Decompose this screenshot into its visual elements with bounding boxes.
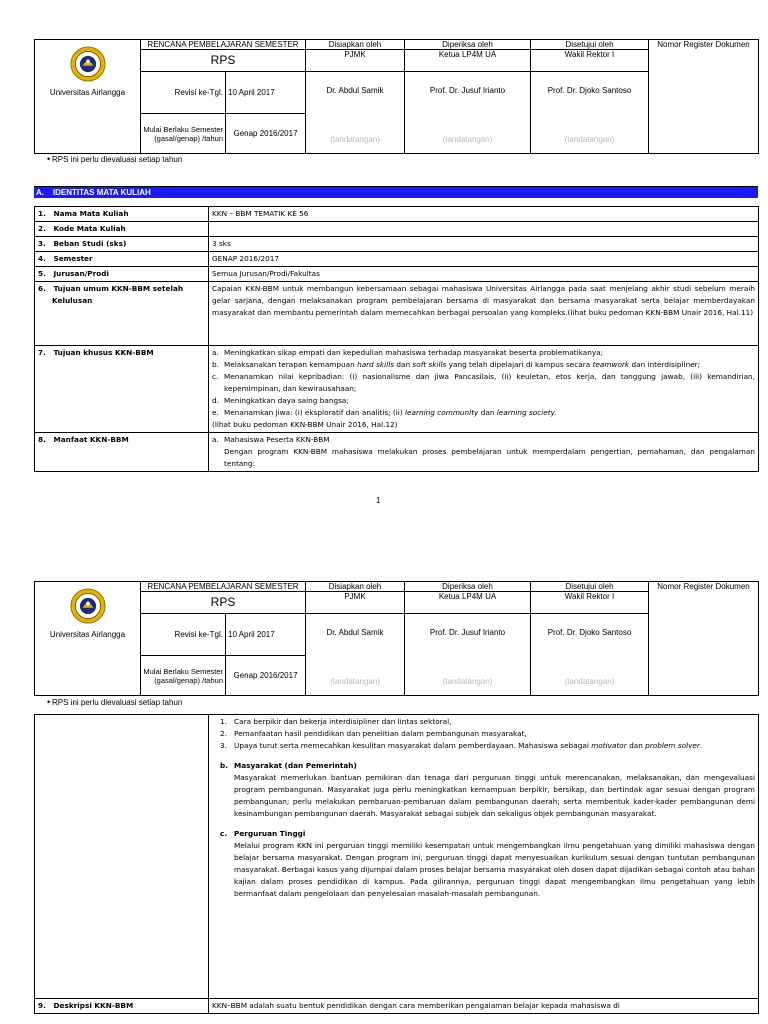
- university-cell: [35, 40, 141, 154]
- list-item: 1. Cara berpikir dan bekerja interdisipliner dan lintas sektoral,: [220, 717, 452, 726]
- list-item: 2. Pemanfaatan hasil pendidikan dan penelitian dalam pembangunan masyarakat,: [220, 729, 527, 738]
- row-value: KKN – BBM TEMATIK KE 56: [209, 207, 759, 222]
- signer-name: Prof. Dr. Djoko Santoso: [547, 628, 632, 637]
- benefits-continued-table: [34, 714, 759, 1014]
- revision-date: 10 April 2017: [226, 72, 306, 114]
- bullet-icon: •: [47, 154, 51, 164]
- table-row: [35, 252, 759, 267]
- row-value: KKN–BBM adalah suatu bentuk pendidikan dengan cara memberikan pengalaman belajar kepada mahasiswa di: [209, 999, 759, 1014]
- table-row: [35, 237, 759, 252]
- register-number-label: Nomor Register Dokumen: [649, 582, 759, 696]
- signer-irianto: [405, 614, 531, 696]
- table-row: [35, 715, 759, 999]
- role-pjmk: PJMK: [306, 50, 405, 72]
- document-header-2: [34, 581, 759, 696]
- reference-note: (lihat buku pedoman KKN-BBM Unair 2016, Hal.12): [212, 420, 398, 429]
- signer-santoso: [531, 72, 649, 154]
- table-row: [35, 346, 759, 433]
- signature-placeholder: (tandatangan): [330, 677, 380, 686]
- row-label: 9. Deskripsi KKN-BBM: [35, 999, 209, 1014]
- signature-placeholder: (tandatangan): [442, 135, 493, 144]
- valid-semester-label: Mulai Berlaku Semester (gasal/genap) /tahun: [141, 114, 226, 154]
- subsection-title: b. Masyarakat (dan Pemerintah): [220, 761, 357, 770]
- row-label: 1. Nama Mata Kuliah: [35, 207, 209, 222]
- approved-by-label: Disetujui oleh: [531, 40, 649, 50]
- plan-title: RENCANA PEMBELAJARAN SEMESTER: [141, 40, 306, 50]
- evaluation-note: • RPS ini perlu dievaluasi setiap tahun: [47, 697, 183, 707]
- university-name: Universitas Airlangga: [49, 630, 126, 639]
- evaluation-note: • RPS ini perlu dievaluasi setiap tahun: [47, 154, 183, 164]
- paragraph: Dengan program KKN-BBM mahasiswa melakukan proses pembelajaran untuk memperdalam pengertian, pemahaman, dan pengalaman tentang:: [224, 447, 755, 468]
- identity-table: [34, 206, 759, 472]
- role-pjmk: PJMK: [306, 592, 405, 614]
- university-seal-icon: [70, 588, 106, 624]
- signer-name: Prof. Dr. Djoko Santoso: [547, 86, 632, 95]
- signature-placeholder: (tandatangan): [564, 135, 615, 144]
- role-warek: Wakil Rektor I: [531, 592, 649, 614]
- rps-title: RPS: [141, 592, 306, 614]
- row-value: Capaian KKN-BBM untuk membangun kebersamaan sebagai mahasiswa Universitas Airlangga pada saat menjelang akhir studi sebelum meraih gelar sarjana, dengan melaksanakan program pembelajaran bersama di masyarakat dan bersama masyarakat serta belajar memberdayakan masyarakat dan membantu pemerintah dalam memecahkan berbagai persoalan yang kompleks.(lihat buku pedoman KKN-BBM Unair 2016, Hal.11): [209, 282, 759, 346]
- register-number-label: Nomor Register Dokumen: [649, 40, 759, 154]
- row-label: 4. Semester: [35, 252, 209, 267]
- list-item: d. Meningkatkan daya saing bangsa;: [212, 396, 349, 405]
- section-a-header: A. IDENTITAS MATA KULIAH: [34, 186, 758, 198]
- table-row: [35, 999, 759, 1014]
- university-name: Universitas Airlangga: [49, 88, 126, 97]
- paragraph: Melalui program KKN ini perguruan tinggi memiliki kesempatan untuk mengembangkan ilmu pengetahuan yang dimiliki mahasiswa dengan belajar bersama masyarakat. Dengan program ini, perguruan tinggi dapat menyesuaikan kurikulum sesuai dengan tuntutan pembangunan masyarakat. Berbagai kasus yang dijumpai dalam proses belajar bersama masyarakat oleh dosen dapat dijadikan sebagai contoh atau bahan kajian dalam proses pendidikan di kampus. Pada gilirannya, perguruan tinggi dapat mengembangkan ilmu pengetahuan yang lebih bermanfaat dalam pengelolaan dan penyelesaian masalah-masalah pembangunan.: [234, 841, 755, 898]
- row-label: 7. Tujuan khusus KKN-BBM: [35, 346, 209, 433]
- table-row: [35, 267, 759, 282]
- document-header-1: [34, 39, 759, 154]
- revision-date: 10 April 2017: [226, 614, 306, 656]
- university-seal-icon: [70, 46, 106, 82]
- signer-name: Prof. Dr. Jusuf Irianto: [429, 628, 506, 637]
- list-item: c. Menanamkan nilai kepribadian: (i) nasionalisme dan jiwa Pancasilais, (ii) keuletan, etos kerja, dan tanggung jawab, (iii) kemandirian, kepemimpinan, dan kewirausahaan;: [212, 372, 755, 393]
- revision-label: Revisi ke-Tgl.: [141, 72, 226, 114]
- signer-samik: [306, 72, 405, 154]
- row-value: GENAP 2016/2017: [209, 252, 759, 267]
- paragraph: Masyarakat memerlukan bantuan pemikiran dan tenaga dari perguruan tinggi untuk merencanakan, melaksanakan, dan mengevaluasi program pembangunan. Masyarakat juga perlu meningkatkan kemampuan berpikir, bersikap, dan bertindak agar sesuai dengan program pembangunan; perlu melakukan pembaruan-pembaruan dalam pembangunan daerah; serta membentuk kader-kader pembangunan demi kesinambungan pembangunan daerah. Masyarakat sebagai subjek dan sekaligus objek pembangunan masyarakat.: [234, 773, 755, 818]
- row-value: 3 sks: [209, 237, 759, 252]
- row-value: [209, 715, 759, 999]
- table-row: [35, 207, 759, 222]
- role-ketua: Ketua LP4M UA: [405, 592, 531, 614]
- approved-by-label: Disetujui oleh: [531, 582, 649, 592]
- signer-santoso: [531, 614, 649, 696]
- checked-by-label: Diperiksa oleh: [405, 40, 531, 50]
- prepared-by-label: Disiapkan oleh: [306, 582, 405, 592]
- row-label: 8. Manfaat KKN-BBM: [35, 433, 209, 472]
- signer-name: Dr. Abdul Samik: [326, 628, 384, 637]
- row-value: [209, 346, 759, 433]
- row-label: 5. Jurusan/Prodi: [35, 267, 209, 282]
- prepared-by-label: Disiapkan oleh: [306, 40, 405, 50]
- plan-title: RENCANA PEMBELAJARAN SEMESTER: [141, 582, 306, 592]
- role-ketua: Ketua LP4M UA: [405, 50, 531, 72]
- signer-name: Dr. Abdul Samik: [326, 86, 384, 95]
- valid-semester-value: Genap 2016/2017: [226, 114, 306, 154]
- list-item: a. Meningkatkan sikap empati dan kepedulian mahasiswa terhadap masyarakat beserta problematikanya;: [212, 348, 604, 357]
- row-value: [209, 222, 759, 237]
- list-item: b. Melaksanakan terapan kemampuan hard skills dan soft skills yang telah dipelajari di kampus secara teamwork dan interdisipliner;: [212, 360, 701, 369]
- signature-placeholder: (tandatangan): [442, 677, 493, 686]
- checked-by-label: Diperiksa oleh: [405, 582, 531, 592]
- row-value: [209, 433, 759, 472]
- valid-semester-value: Genap 2016/2017: [226, 656, 306, 696]
- role-warek: Wakil Rektor I: [531, 50, 649, 72]
- table-row: [35, 433, 759, 472]
- signer-irianto: [405, 72, 531, 154]
- signature-placeholder: (tandatangan): [330, 135, 380, 144]
- university-cell: [35, 582, 141, 696]
- subsection-title: c. Perguruan Tinggi: [220, 829, 306, 838]
- list-item: a. Mahasiswa Peserta KKN-BBM: [212, 435, 330, 444]
- list-item: 3. Upaya turut serta memecahkan kesulitan masyarakat dalam pemberdayaan. Mahasiswa sebagai motivator dan problem solver.: [220, 741, 703, 750]
- row-value: Semua Jurusan/Prodi/Fakultas: [209, 267, 759, 282]
- bullet-icon: •: [47, 697, 51, 707]
- row-label: [35, 715, 209, 999]
- row-label: 6. Tujuan umum KKN-BBM setelah Kelulusan: [35, 282, 209, 346]
- revision-label: Revisi ke-Tgl.: [141, 614, 226, 656]
- rps-title: RPS: [141, 50, 306, 72]
- table-row: [35, 222, 759, 237]
- signer-samik: [306, 614, 405, 696]
- signature-placeholder: (tandatangan): [564, 677, 615, 686]
- row-label: 2. Kode Mata Kuliah: [35, 222, 209, 237]
- valid-semester-label: Mulai Berlaku Semester (gasal/genap) /tahun: [141, 656, 226, 696]
- page-number: 1: [376, 496, 381, 505]
- list-item: e. Menanamkan jiwa: (i) eksploratif dan analitis; (ii) learning community dan learning society.: [212, 408, 557, 417]
- signer-name: Prof. Dr. Jusuf Irianto: [429, 86, 506, 95]
- row-label: 3. Beban Studi (sks): [35, 237, 209, 252]
- table-row: [35, 282, 759, 346]
